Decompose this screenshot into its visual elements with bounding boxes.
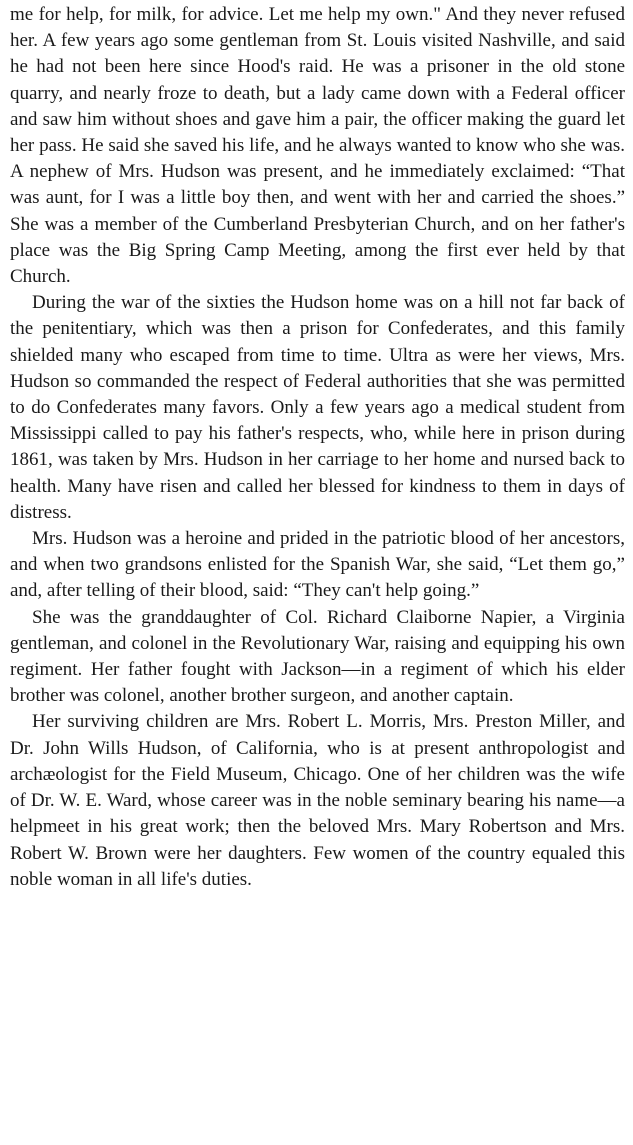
paragraph-2: During the war of the sixties the Hudson home was on a hill not far back of the penitentiary, which was then a prison for Confederates, and this family shielded many who escaped from time to time. Ultra as were her views, Mrs. Hudson so commanded the respect of Federal authorities that she was permitted to do Confederates many favors. Only a few years ago a medical student from Mississippi called to pay his father's respects, who, while here in prison during 1861, was taken by Mrs. Hudson in her carriage to her home and nursed back to health. Many have risen and called her blessed for kindness to them in days of distress. — [10, 292, 625, 523]
paragraph-3: Mrs. Hudson was a heroine and prided in the patriotic blood of her ancestors, and when two grandsons enlisted for the Spanish War, she said, “Let them go,” and, after telling of their blood, said: “They can't help going.” — [10, 528, 625, 602]
paragraph-5: Her surviving children are Mrs. Robert L. Morris, Mrs. Preston Miller, and Dr. John Wills Hudson, of California, who is at present anthropologist and archæologist for the Field Museum, Chicago. One of her children was the wife of Dr. W. E. Ward, whose career was in the noble seminary bearing his name—a helpmeet in his great work; then the beloved Mrs. Mary Robertson and Mrs. Robert W. Brown were her daughters. Few women of the country equaled this noble woman in all life's duties. — [10, 711, 625, 890]
paragraph-4: She was the granddaughter of Col. Richard Claiborne Napier, a Virginia gentleman, and colonel in the Revolutionary War, raising and equipping his own regiment. Her father fought with Jackson—in a regiment of which his elder brother was colonel, another brother surgeon, and another captain. — [10, 606, 625, 707]
paragraph-1: me for help, for milk, for advice. Let me help my own." And they never refused her. A few years ago some gentleman from St. Louis visited Nashville, and said he had not been here since Hood's raid. He was a prisoner in the old stone quarry, and nearly froze to death, but a lady came down with a Federal officer and saw him without shoes and gave him a pair, the officer making the guard let her pass. He said she saved his life, and he always wanted to know who she was. A nephew of Mrs. Hudson was present, and he immediately exclaimed: “That was aunt, for I was a little boy then, and went with her and carried the shoes.” She was a member of the Cumberland Presbyterian Church, and on her father's place was the Big Spring Camp Meeting, among the first ever held by that Church. — [10, 4, 625, 288]
